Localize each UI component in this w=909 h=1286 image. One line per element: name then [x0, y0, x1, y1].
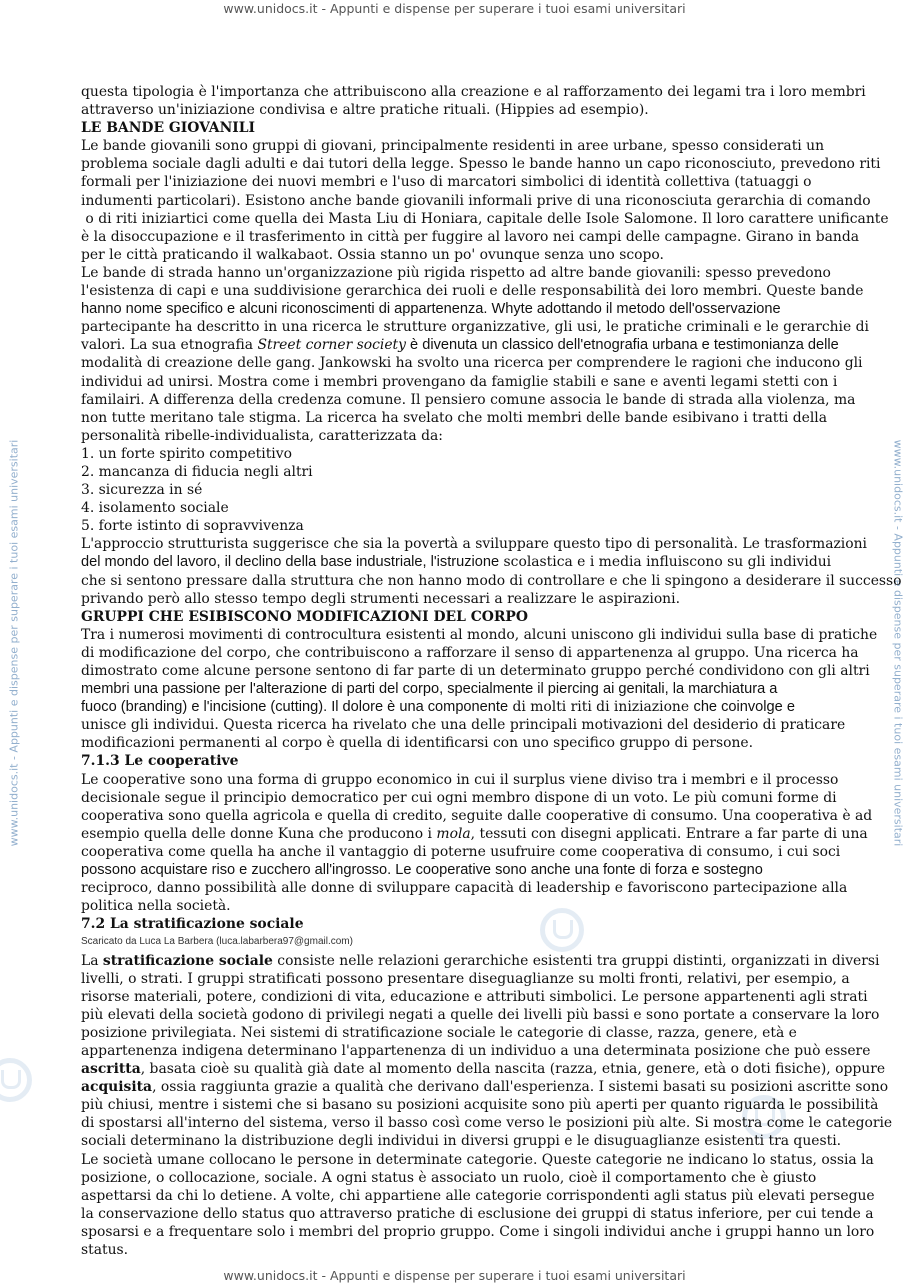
text-segment: che coinvolge e [693, 699, 795, 716]
text-segment: posizione privilegiata. Nei sistemi di stratificazione sociale le categorie di classe, razza, genere, età e [81, 1024, 797, 1041]
text-segment: Le cooperative sono una forma di gruppo economico in cui il surplus viene diviso tra i membri e il processo [81, 771, 839, 788]
text-segment: cooperativa sono quella agricola e quella di credito, seguite dalle cooperative di consumo. Una cooperativa è ad [81, 807, 873, 824]
text-line [81, 662, 891, 680]
text-segment: risorse materiali, potere, condizioni di vita, educazione e attributi simbolici. Le persone appartenenti agli strati [81, 988, 868, 1005]
text-segment: esempio quella delle donne Kuna che producono i [81, 825, 437, 842]
text-segment: l'esistenza di capi e una suddivisione gerarchica dei ruoli e delle responsabilità dei loro membri. Queste bande [81, 283, 864, 300]
text-segment: familairi. A differenza della credenza comune. Il pensiero comune associa le bande di strada alla violenza, ma [81, 391, 856, 408]
text-segment: Le bande di strada hanno un'organizzazione più rigida rispetto ad altre bande giovanili: spesso prevedono [81, 264, 831, 281]
text-line [81, 318, 891, 336]
text-segment: è la disoccupazione e il trasferimento in città per fuggire al lavoro nei campi delle campagne. Girano in banda [81, 228, 860, 245]
text-line [81, 734, 891, 752]
text-segment: attraverso un'iniziazione condivisa e altre pratiche rituali. (Hippies ad esempio). [81, 102, 649, 119]
text-line [81, 101, 891, 119]
text-line [81, 354, 891, 372]
text-segment: LE BANDE GIOVANILI [81, 120, 256, 137]
text-line [81, 228, 891, 246]
text-segment: la conservazione dello status quo attraverso pratiche di esclusione dei gruppi di status inferiore, per cui tende a [81, 1205, 874, 1222]
text-segment: GRUPPI CHE ESIBISCONO MODIFICAZIONI DEL CORPO [81, 608, 528, 625]
text-segment: o di riti iniziartici come quella dei Masta Liu di Honiara, capitale delle Isole Salomone. Il loro carattere unificante [81, 210, 889, 227]
text-line [81, 517, 891, 535]
text-line [81, 373, 891, 391]
text-line [81, 1006, 891, 1024]
text-segment: partecipante ha descritto in una ricerca le strutture organizzative, gli usi, le pratiche criminali e le gerarchie di [81, 319, 869, 336]
text-line [81, 1060, 891, 1078]
text-segment: membri una passione per l'alterazione di parti del corpo, specialmente il piercing ai genitali, la marchiatura a [81, 681, 778, 698]
text-segment: 2. mancanza di fiducia negli altri [81, 463, 313, 480]
text-line [81, 553, 891, 571]
watermark-left-banner: www.unidocs.it - Appunti e dispense per superare i tuoi esami universitari [7, 439, 21, 847]
text-line [81, 300, 891, 318]
text-line [81, 336, 891, 354]
bold-term: ascritta [81, 1061, 141, 1078]
text-segment: modalità di creazione delle gang. Jankowski ha svolto una ricerca per comprendere le ragioni che inducono gli [81, 355, 863, 372]
text-segment: Tra i numerosi movimenti di controcultura esistenti al mondo, alcuni uniscono gli individui sulla base di pratiche [81, 626, 878, 643]
text-segment: La [81, 952, 103, 969]
text-segment: è divenuta un classico dell'etnografia urbana e testimonianza delle [405, 337, 839, 354]
text-line [81, 952, 891, 970]
text-segment: che si sentono pressare dalla struttura che non hanno modo di controllare e che li spingono a desiderare il successo [81, 572, 902, 589]
text-line [81, 1187, 891, 1205]
text-segment: del mondo del lavoro, il declino della base industriale, l'istruzione [81, 554, 500, 571]
text-line [81, 1241, 891, 1259]
text-line [81, 680, 891, 698]
text-line [81, 445, 891, 463]
text-segment: , basata cioè su qualità già date al momento della nascita (razza, etnia, genere, età o doti fisiche), oppure [140, 1061, 886, 1078]
text-line [81, 572, 902, 590]
text-line [81, 137, 891, 155]
italic-term: mola [436, 825, 471, 842]
text-line [81, 1024, 891, 1042]
text-segment: di modificazione del corpo, che contribuiscono a rafforzare il senso di appartenenza al gruppo. Una ricerca ha [81, 644, 859, 661]
text-segment: status. [81, 1242, 129, 1258]
text-line [81, 716, 891, 734]
text-segment: Le società umane collocano le persone in determinate categorie. Queste categorie ne indicano lo status, ossia la [81, 1151, 874, 1168]
text-line [81, 988, 891, 1006]
text-segment: 1. un forte spirito competitivo [81, 445, 292, 462]
section-heading [81, 608, 891, 626]
text-line [81, 499, 891, 517]
text-line [81, 897, 891, 915]
text-line [81, 481, 891, 499]
text-segment: indumenti particolari). Esistono anche bande giovanili informali prive di una riconosciuta gerarchia di comando [81, 192, 871, 209]
text-line [81, 644, 891, 662]
text-segment: di spostarsi all'interno del sistema, verso il basso così come verso le posizioni più alte. Si mostra come le categorie [81, 1115, 893, 1132]
text-segment: individui ad unirsi. Mostra come i membri provengano da famiglie stabili e sane e aventi legami stetti con i [81, 373, 838, 390]
text-line [81, 391, 891, 409]
text-line [81, 1096, 891, 1114]
text-segment: personalità ribelle-individualista, caratterizzata da: [81, 427, 443, 444]
watermark-right-banner: www.unidocs.it - Appunti e dispense per superare i tuoi esami universitari [891, 439, 905, 847]
text-segment: scolastica e i media influiscono su gli individui [499, 554, 832, 571]
text-line [81, 1132, 891, 1150]
text-line [81, 264, 891, 282]
text-segment: 4. isolamento sociale [81, 500, 229, 517]
text-line [81, 1042, 891, 1060]
text-segment: livelli, o strati. I gruppi stratificati possono presentare diseguaglianze su molti fronti, relativi, per esempio, a [81, 970, 850, 987]
section-heading [81, 119, 891, 137]
text-segment: più elevati della società godono di privilegi negati a quelle dei livelli più bassi e sono portate a conservare la loro [81, 1006, 880, 1023]
section-heading [81, 752, 891, 770]
text-segment: più chiusi, mentre i sistemi che si basano su posizioni acquisite sono più aperti per quanto riguarda le possibilità [81, 1097, 879, 1114]
text-segment: possono acquistare riso e zucchero all'ingrosso. Le cooperative sono anche una fonte di forza e sostegno [81, 862, 763, 879]
text-line [81, 970, 891, 988]
italic-term: Street corner society [257, 337, 406, 354]
text-segment: di molti riti di iniziazione [508, 699, 694, 716]
text-segment: consiste nelle relazioni gerarchiche esistenti tra gruppi distinti, organizzati in diversi [272, 952, 880, 969]
text-line [81, 409, 891, 427]
text-line [81, 1205, 891, 1223]
text-segment: sociali determinano la distribuzione degli individui in diversi gruppi e le disuguaglianze esistenti tra questi. [81, 1133, 842, 1150]
text-segment: aspettarsi da chi lo detiene. A volte, chi appartiene alle categorie corrispondenti agli status più elevati persegue [81, 1187, 875, 1204]
text-segment: problema sociale dagli adulti e dai tutori della legge. Spesso le bande hanno un capo riconosciuto, prevedono riti [81, 156, 881, 173]
text-segment: modificazioni permanenti al corpo è quella di identificarsi con uno specifico gruppo di persone. [81, 735, 754, 752]
text-segment: Scaricato da Luca La Barbera (luca.labarbera97@gmail.com) [81, 936, 353, 948]
text-segment: non tutte meritano tale stigma. La ricerca ha svelato che molti membri delle bande esibivano i tratti della [81, 409, 828, 426]
text-line [81, 155, 891, 173]
section-heading [81, 915, 891, 933]
text-line [81, 590, 891, 608]
bold-term: acquisita [81, 1079, 153, 1096]
text-line [81, 210, 891, 228]
text-line [81, 83, 891, 101]
text-segment: , tessuti con disegni applicati. Entrare a far parte di una [470, 825, 868, 842]
text-segment: privando però allo stesso tempo degli strumenti necessari a realizzare le aspirazioni. [81, 590, 680, 607]
text-line [81, 1223, 891, 1241]
text-line [81, 789, 891, 807]
text-segment: 5. forte istinto di sopravvivenza [81, 518, 304, 535]
text-line [81, 246, 891, 264]
text-segment: reciproco, danno possibilità alle donne di sviluppare capacità di leadership e favoriscono partecipazione alla [81, 880, 848, 897]
text-line [81, 698, 891, 716]
text-line [81, 825, 891, 843]
text-line [81, 1169, 891, 1187]
text-segment: fuoco (branding) e l'incisione (cutting). Il dolore è una componente [81, 699, 509, 716]
text-line [81, 879, 891, 897]
text-segment: appartenenza indigena determinano l'appartenenza di un individuo a una determinata posizione che può essere [81, 1042, 871, 1059]
text-segment: per le città praticando il walkabaot. Ossia stanno un po' ovunque senza uno scopo. [81, 246, 664, 263]
text-segment: 3. sicurezza in sé [81, 482, 203, 499]
watermark-bottom-banner: www.unidocs.it - Appunti e dispense per superare i tuoi esami universitari [223, 1268, 686, 1283]
text-segment: questa tipologia è l'importanza che attribuiscono alla creazione e al rafforzamento dei legami tra i loro membri [81, 84, 866, 100]
text-segment: valori. La sua etnografia [81, 337, 258, 354]
text-segment: dimostrato come alcune persone sentono di far parte di un determinato gruppo perché condividono con gli altri [81, 663, 870, 679]
text-segment: 7.2 La stratificazione sociale [81, 916, 304, 933]
text-line [81, 861, 891, 879]
watermark-top-banner: www.unidocs.it - Appunti e dispense per superare i tuoi esami universitari [223, 1, 686, 16]
text-segment: cooperativa come quella ha anche il vantaggio di poterne usufruire come cooperativa di consumo, i cui soci [81, 843, 841, 860]
text-line [81, 192, 891, 210]
text-segment: politica nella società. [81, 898, 231, 915]
text-segment: unisce gli individui. Questa ricerca ha rivelato che una delle principali motivazioni del desiderio di praticare [81, 717, 846, 734]
text-segment: , ossia raggiunta grazie a qualità che derivano dall'esperienza. I sistemi basati su posizioni ascritte sono [152, 1079, 889, 1096]
text-line [81, 173, 891, 191]
text-line [81, 463, 891, 481]
text-segment: Le bande giovanili sono gruppi di giovani, principalmente residenti in aree urbane, spesso considerati un [81, 138, 825, 155]
bold-term: stratificazione sociale [102, 952, 273, 969]
text-line [81, 282, 891, 300]
text-line [81, 807, 891, 825]
text-line [81, 1114, 891, 1132]
text-line [81, 843, 891, 861]
text-segment: decisionale segue il principio democratico per cui ogni membro dispone di un voto. Le più comuni forme di [81, 789, 837, 806]
download-notice [81, 933, 891, 951]
text-segment: 7.1.3 Le cooperative [81, 753, 239, 770]
text-segment: formali per l'iniziazione dei nuovi membri e l'uso di marcatori simbolici di identità collettiva (tatuaggi o [81, 174, 812, 191]
text-line [81, 427, 891, 445]
watermark-logo-icon [0, 1058, 32, 1102]
text-line [81, 1151, 891, 1169]
text-segment: posizione, o collocazione, sociale. A ogni status è associato un ruolo, cioè il comportamento che è giusto [81, 1169, 817, 1186]
text-line [81, 1078, 891, 1096]
text-line [81, 535, 891, 553]
text-line [81, 771, 891, 789]
text-segment: sposarsi e a frequentare solo i membri del proprio gruppo. Come i singoli individui anche i gruppi hanno un loro [81, 1223, 875, 1240]
text-line [81, 626, 891, 644]
text-segment: L'approccio strutturista suggerisce che sia la povertà a sviluppare questo tipo di personalità. Le trasformazioni [81, 536, 867, 553]
text-segment: hanno nome specifico e alcuni riconoscimenti di appartenenza. Whyte adottando il metodo dell'osservazione [81, 301, 781, 318]
